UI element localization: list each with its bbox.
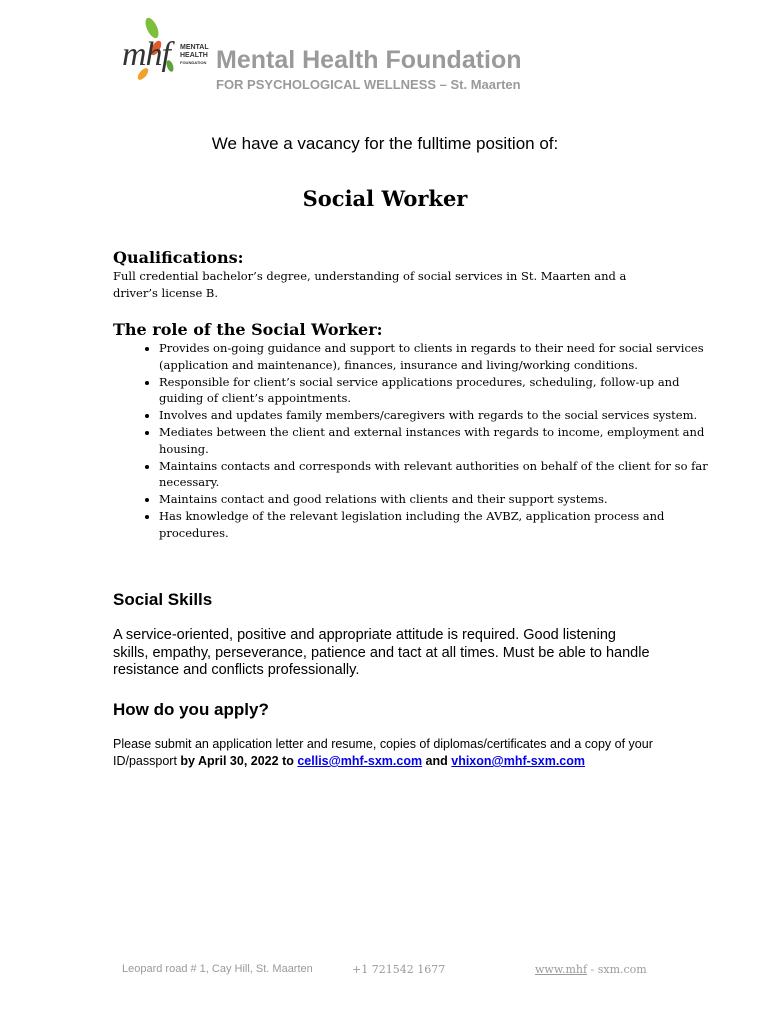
footer-website (535, 963, 647, 976)
logo-line-3: FOUNDATION (180, 60, 207, 65)
logo-line-1: MENTAL (180, 44, 209, 51)
role-list (113, 340, 719, 542)
qualifications-text: Full credential bachelor’s degree, understanding of social services in St. Maarten and a driver’s license B. (113, 269, 627, 300)
role-heading: The role of the Social Worker: (113, 320, 383, 339)
list-item: • Mediates between the client and external instances with regards to income, employment and housing. (159, 424, 719, 458)
list-item: • Maintains contacts and corresponds with relevant authorities on behalf of the client for so far necessary. (159, 458, 719, 492)
logo-wordmark: mhf (122, 36, 170, 73)
vacancy-intro: We have a vacancy for the fulltime position of: (211, 134, 559, 153)
skills-text: A service-oriented, positive and appropriate attitude is required. Good listening skills, empathy, perseverance, patience and tact at all times. Must be able to handle resistance and conflicts professionally. (113, 627, 650, 678)
skills-heading: Social Skills (113, 590, 213, 609)
list-item: • Has knowledge of the relevant legislation including the AVBZ, application process and procedures. (159, 508, 719, 542)
apply-deadline: by April 30, 2022 to (180, 754, 298, 768)
website-link[interactable]: www.mhf (535, 963, 588, 976)
footer-address: Leopard road # 1, Cay Hill, St. Maarten (122, 963, 313, 975)
logo-line-2: HEALTH (180, 52, 208, 59)
apply-text (113, 736, 653, 770)
list-item: • Involves and updates family members/caregivers with regards to the social services system. (159, 407, 719, 424)
email-link-cellis[interactable]: cellis@mhf-sxm.com (297, 754, 423, 768)
apply-and: and (422, 754, 452, 768)
org-title: Mental Health Foundation (216, 46, 522, 74)
job-title: Social Worker (302, 186, 468, 211)
apply-heading: How do you apply? (113, 700, 269, 719)
email-link-vhixon[interactable]: vhixon@mhf-sxm.com (451, 754, 585, 768)
list-item: • Responsible for client’s social service applications procedures, scheduling, follow-up and guiding of client’s appointments. (159, 374, 719, 408)
footer-phone: +1 721542 1677 (352, 963, 446, 976)
website-rest: - sxm.com (587, 963, 647, 976)
qualifications-heading: Qualifications: (113, 248, 244, 267)
list-item: • Maintains contact and good relations with clients and their support systems. (159, 491, 719, 508)
logo-small-text (180, 44, 209, 65)
logo (118, 14, 218, 84)
org-subtitle: FOR PSYCHOLOGICAL WELLNESS – St. Maarten (216, 77, 521, 92)
apply-text-start: Please submit an application letter and resume, copies of diplomas/certificates and a copy of your ID/passport (113, 737, 653, 768)
list-item: • Provides on-going guidance and support to clients in regards to their need for social services (application and maintenance), finances, insurance and living/working conditions. (159, 340, 719, 374)
